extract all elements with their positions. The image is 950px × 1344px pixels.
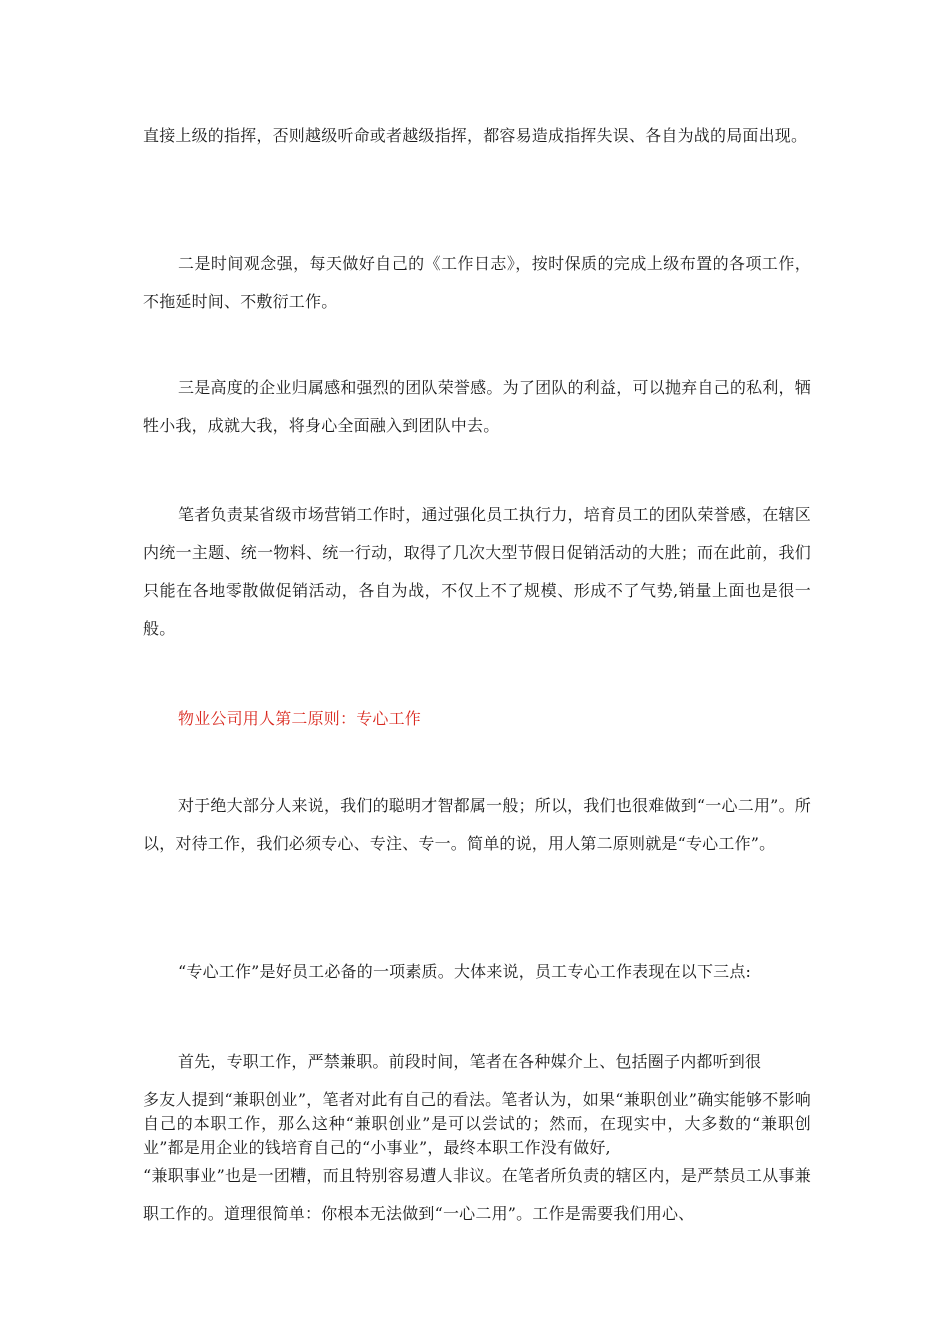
paragraph-team-honor: 三是高度的企业归属感和强烈的团队荣誉感。为了团队的利益，可以抛弃自己的私利，牺牲小我，成就大我，将身心全面融入到团队中去。 (143, 378, 811, 435)
paragraph-command-chain: 直接上级的指挥，否则越级听命或者越级指挥，都容易造成指挥失误、各自为战的局面出现。 (143, 126, 808, 145)
paragraph-author-experience: 笔者负责某省级市场营销工作时，通过强化员工执行力，培育员工的团队荣誉感，在辖区内统一主题、统一物料、统一行动，取得了几次大型节假日促销活动的大胜；而在此前，我们只能在各地零散做促销活动，各自为战，不仅上不了规模、形成不了气势,销量上面也是很一般。 (143, 505, 811, 638)
paragraph-no-part-time-middle: 多友人提到“兼职创业”，笔者对此有自己的看法。笔者认为，如果“兼职创业”确实能够不影响自己的本职工作，那么这种“兼职创业”是可以尝试的；然而，在现实中，大多数的“兼职创业”都是用企业的钱培育自己的“小事业”，最终本职工作没有做好, (143, 1090, 811, 1157)
paragraph-focus-three-points: “专心工作”是好员工必备的一项素质。大体来说，员工专心工作表现在以下三点: (178, 962, 752, 981)
section-heading-second-principle: 物业公司用人第二原则：专心工作 (178, 709, 422, 728)
paragraph-time-awareness: 二是时间观念强，每天做好自己的《工作日志》，按时保质的完成上级布置的各项工作，不拖延时间、不敷衍工作。 (143, 254, 811, 311)
paragraph-no-part-time-end: “兼职事业”也是一团糟，而且特别容易遭人非议。在笔者所负责的辖区内，是严禁员工从事兼职工作的。道理很简单：你根本无法做到“一心二用”。工作是需要我们用心、 (143, 1166, 811, 1223)
paragraph-no-part-time-start: 首先，专职工作，严禁兼职。前段时间，笔者在各种媒介上、包括圈子内都听到很 (178, 1052, 762, 1071)
paragraph-focus-intro: 对于绝大部分人来说，我们的聪明才智都属一般；所以，我们也很难做到“一心二用”。所以，对待工作，我们必须专心、专注、专一。简单的说，用人第二原则就是“专心工作”。 (143, 796, 811, 853)
